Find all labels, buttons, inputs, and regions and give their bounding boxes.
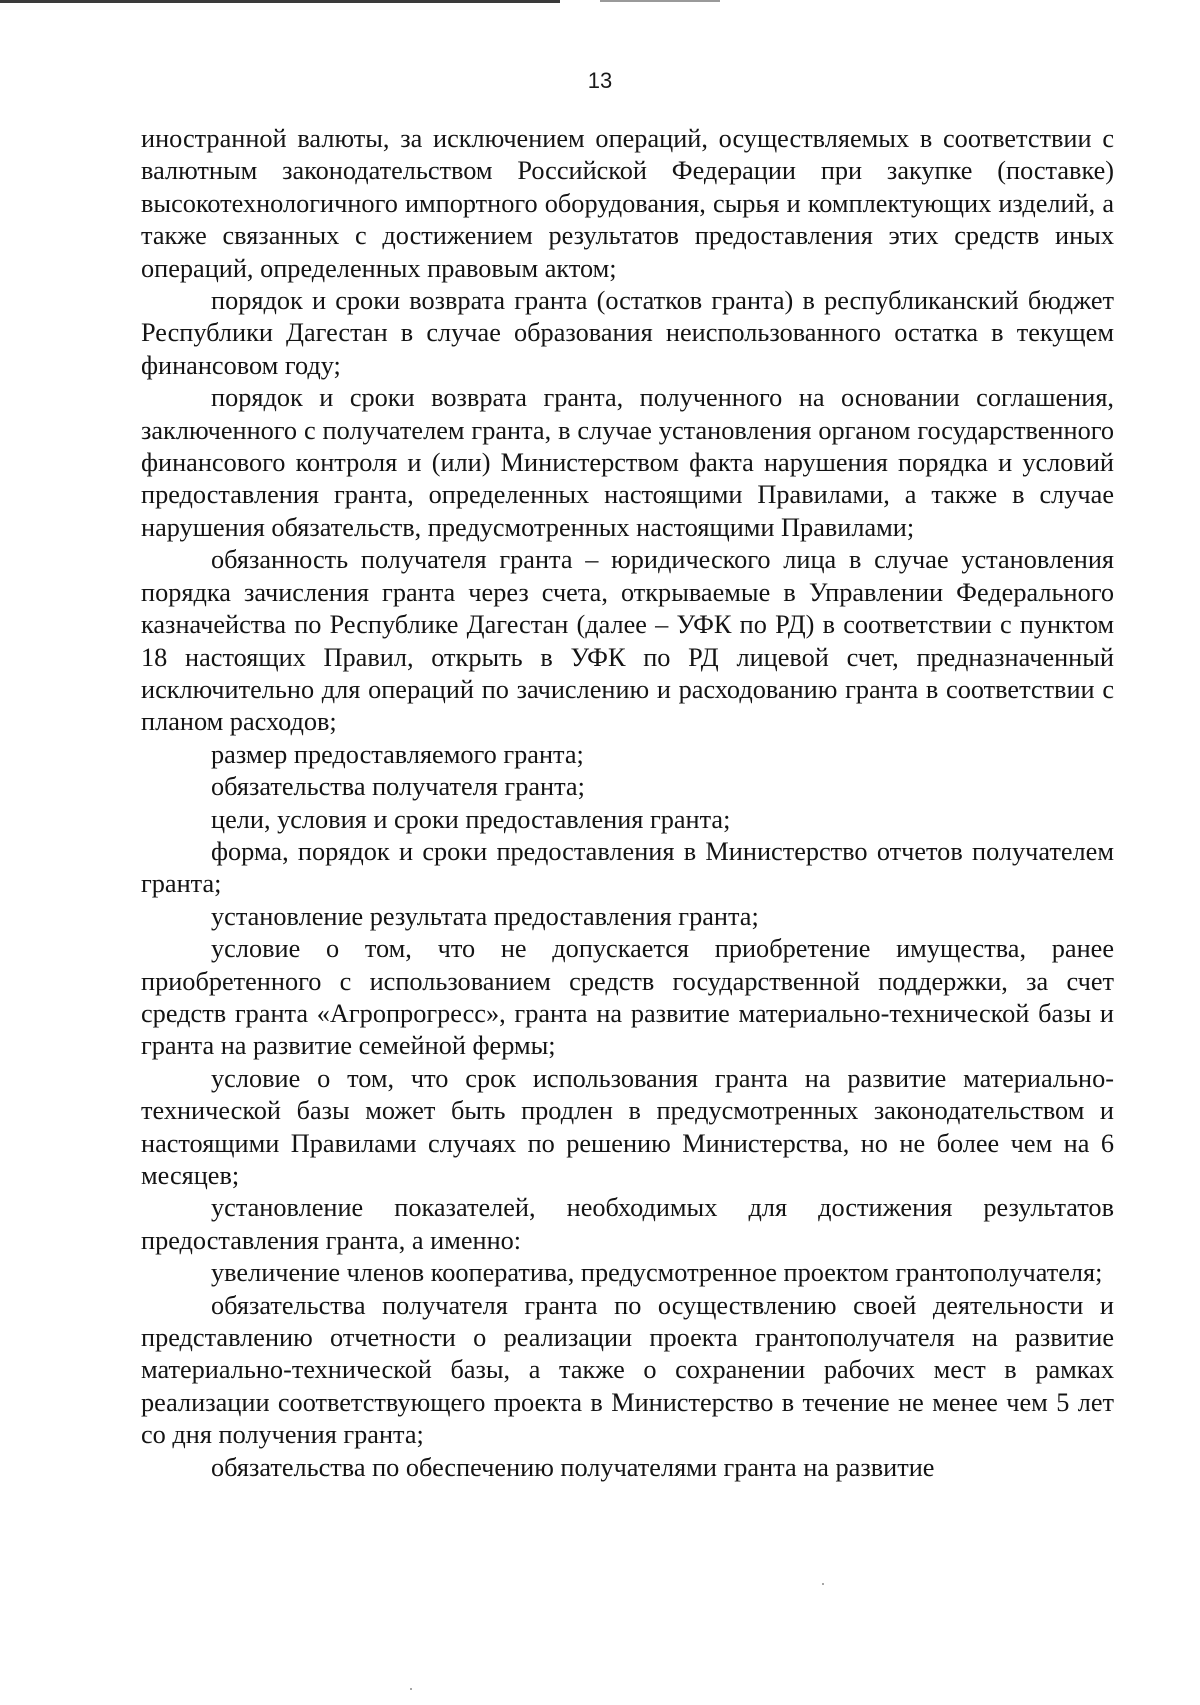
paragraph: порядок и сроки возврата гранта (остатков гранта) в республиканский бюджет Республики Дагестан в случае образования неиспользованного остатка в текущем финансовом году; [141,286,1114,380]
paragraph: установление результата предоставления гранта; [211,901,759,931]
paragraph: обязательства по обеспечению получателями гранта на развитие [211,1452,935,1482]
page-number: 13 [587,68,613,93]
paragraph: размер предоставляемого гранта; [211,739,584,769]
scan-speck [822,1583,824,1585]
paragraph: обязательства получателя гранта по осуществлению своей деятельности и представлению отчетности о реализации проекта грантополучателя на развитие материально-технической базы, а также о сохранении рабочих мест в рамках реализации соответствующего проекта в Министерство в течение не менее чем 5 лет со дня получения гранта; [141,1290,1114,1450]
paragraph: обязанность получателя гранта – юридического лица в случае установления порядка зачисления гранта через счета, открываемые в Управлении Федерального казначейства по Республике Дагестан (далее – УФК по РД) в соответствии с пунктом 18 настоящих Правил, открыть в УФК по РД лицевой счет, предназначенный исключительно для операций по зачислению и расходованию гранта в соответствии с планом расходов; [141,545,1114,737]
paragraph: форма, порядок и сроки предоставления в Министерство отчетов получателем гранта; [141,836,1114,899]
scan-edge [0,0,560,3]
paragraph: обязательства получателя гранта; [211,772,585,802]
paragraph-continuation: иностранной валюты, за исключением операций, осуществляемых в соответствии с валютным законодательством Российской Федерации при закупке (поставке) высокотехнологичного импортного оборудования, сырья и комплектующих изделий, а также связанных с достижением результатов предоставления этих средств иных операций, определенных правовым актом; [141,124,1114,283]
paragraph: порядок и сроки возврата гранта, полученного на основании соглашения, заключенного с получателем гранта, в случае установления органом государственного финансового контроля и (или) Министерством факта нарушения порядка и условий предоставления гранта, определенных настоящими Правилами, а также в случае нарушения обязательств, предусмотренных настоящими Правилами; [141,383,1114,542]
paragraph: условие о том, что срок использования гранта на развитие материально-технической базы может быть продлен в предусмотренных законодательством и настоящими Правилами случаях по решению Министерства, но не более чем на 6 месяцев; [141,1063,1114,1190]
paragraph: установление показателей, необходимых для достижения результатов предоставления гранта, а именно: [141,1193,1114,1255]
document-body [141,123,1114,1484]
paragraph: условие о том, что не допускается приобретение имущества, ранее приобретенного с использованием средств государственной поддержки, за счет средств гранта «Агропрогресс», гранта на развитие материально-технической базы и гранта на развитие семейной фермы; [141,934,1114,1061]
scan-edge [600,0,720,2]
paragraph: увеличение членов кооператива, предусмотренное проектом грантополучателя; [211,1258,1103,1288]
paragraph: цели, условия и сроки предоставления гранта; [211,804,731,834]
scan-speck [410,1688,412,1690]
